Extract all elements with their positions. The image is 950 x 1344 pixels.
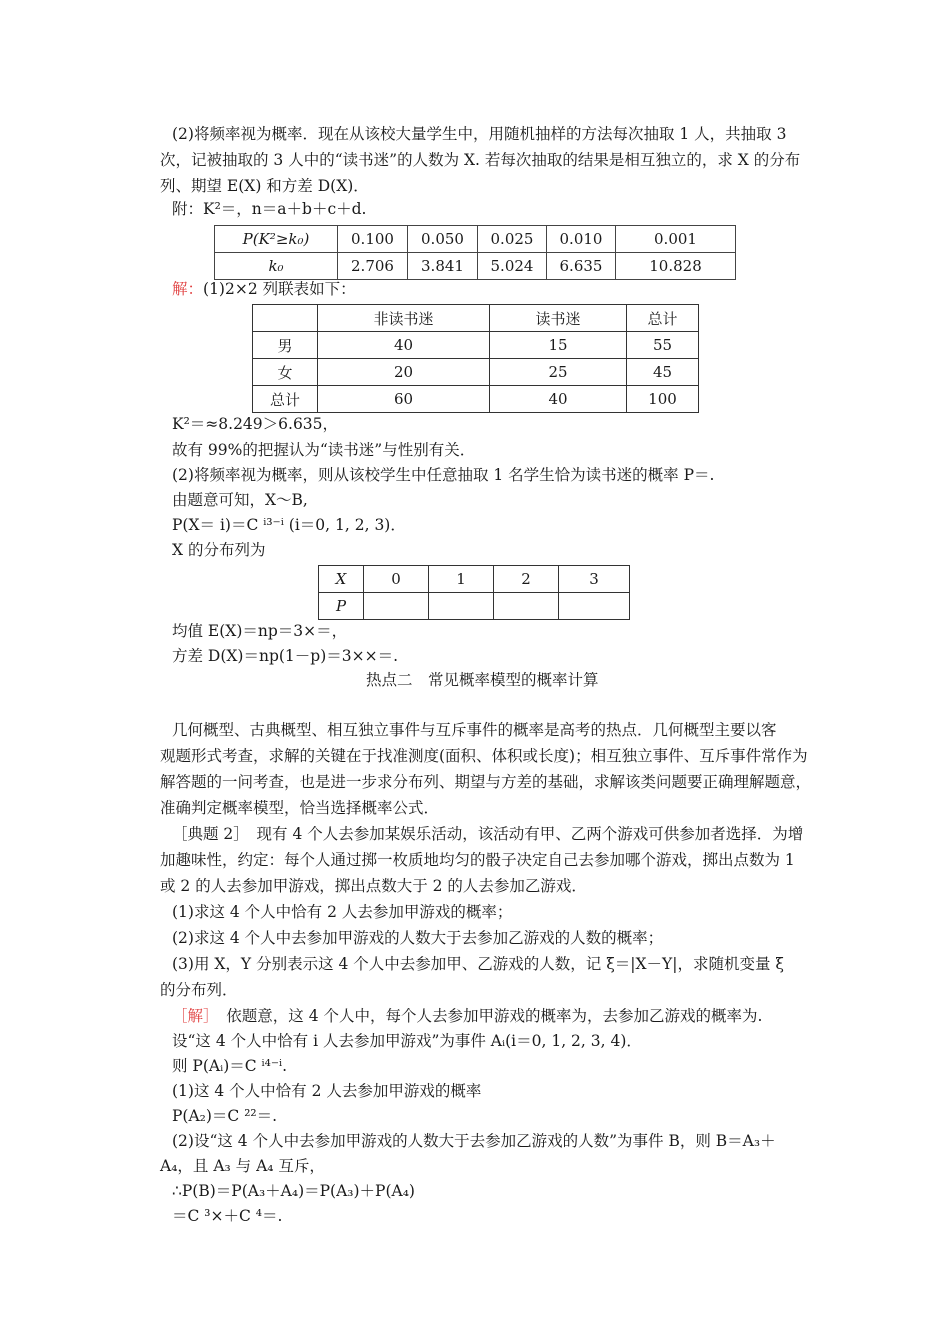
- k2-result: K²＝≈8.249＞6.635，: [172, 415, 339, 433]
- example2-solution-line-5: P(A₂)＝C ²²＝.: [172, 1107, 278, 1125]
- appendix-formula: 附：K²＝，n＝a＋b＋c＋d.: [172, 200, 367, 218]
- problem-line-3: 列、期望 E(X) 和方差 D(X)．: [160, 177, 369, 195]
- table-cell: 45: [627, 359, 699, 386]
- table-cell: 2: [494, 566, 559, 593]
- table-row: [319, 566, 630, 593]
- example2-line-2: 加趣味性，约定：每个人通过掷一枚质地均匀的骰子决定自己去参加哪个游戏，掷出点数为 1: [160, 851, 795, 869]
- row-header: k₀: [215, 253, 338, 280]
- example2-solution-line-8: ∴P(B)＝P(A₃＋A₄)＝P(A₃)＋P(A₄): [172, 1182, 415, 1200]
- table-cell: 55: [627, 332, 699, 359]
- header-cell: 读书迷: [490, 305, 627, 332]
- table-row: [253, 359, 699, 386]
- example2-question-1: (1)求这 4 个人中恰有 2 人去参加甲游戏的概率；: [172, 903, 513, 921]
- solution-header: [172, 279, 356, 299]
- example2-solution-line-9: ＝C ³×＋C ⁴＝.: [172, 1207, 283, 1225]
- solution-intro: (1)2×2 列联表如下：: [203, 280, 356, 298]
- example2-solution-line-4: (1)这 4 个人中恰有 2 人去参加甲游戏的概率: [172, 1082, 482, 1100]
- part2-probability: (2)将频率视为概率，则从该校学生中任意抽取 1 名学生恰为读书迷的概率 P＝.: [172, 466, 715, 484]
- conclusion: 故有 99%的把握认为“读书迷”与性别有关．: [172, 441, 476, 459]
- row-header: P(K²≥k₀): [215, 226, 338, 253]
- table-row: [253, 332, 699, 359]
- table-cell: 20: [318, 359, 490, 386]
- example2-solution-line-3: 则 P(Aᵢ)＝C ⁱ⁴⁻ⁱ.: [172, 1057, 288, 1075]
- distribution-intro: X 的分布列为: [172, 541, 266, 559]
- table-cell: 40: [490, 386, 627, 413]
- binomial-statement: 由题意可知，X～B,: [172, 491, 308, 509]
- example2-question-2: (2)求这 4 个人中去参加甲游戏的人数大于去参加乙游戏的人数的概率；: [172, 929, 664, 947]
- example2-solution-line-2: 设“这 4 个人中恰有 i 人去参加甲游戏”为事件 Aᵢ(i＝0, 1, 2, 3, 4)．: [172, 1032, 642, 1050]
- table-cell: [364, 593, 429, 620]
- table-row: [253, 386, 699, 413]
- table-row: [319, 593, 630, 620]
- intro-line-4: 准确判定概率模型，恰当选择概率公式．: [160, 799, 440, 817]
- solution-label: 解：: [172, 280, 204, 298]
- distribution-table: [318, 565, 630, 620]
- table-cell: 0.025: [478, 226, 547, 253]
- intro-line-2: 观题形式考查，求解的关键在于找准测度(面积、体积或长度)；相互独立事件、互斥事件常作为: [160, 747, 808, 765]
- problem-line-2: 次，记被抽取的 3 人中的“读书迷”的人数为 X. 若每次抽取的结果是相互独立的，求 X 的分布: [160, 151, 801, 169]
- header-cell: 非读书迷: [318, 305, 490, 332]
- section-title: 热点二 常见概率模型的概率计算: [366, 671, 599, 689]
- pmf-formula: P(X＝ i)＝C ⁱ³⁻ⁱ (i＝0, 1, 2, 3)．: [172, 516, 406, 534]
- table-cell: 40: [318, 332, 490, 359]
- table-cell: 0.050: [408, 226, 478, 253]
- critical-value-table: [214, 225, 736, 280]
- table-cell: [559, 593, 630, 620]
- table-row: [215, 226, 736, 253]
- example2-solution-label: ［解］: [172, 1007, 211, 1025]
- table-cell: 6.635: [547, 253, 616, 280]
- table-header-row: [253, 305, 699, 332]
- example2-solution-line-6: (2)设“这 4 个人中去参加甲游戏的人数大于去参加乙游戏的人数”为事件 B，则 B＝A₃＋: [172, 1132, 776, 1150]
- table-cell: 60: [318, 386, 490, 413]
- table-cell: 0.001: [616, 226, 736, 253]
- table-cell: 25: [490, 359, 627, 386]
- table-cell: 女: [253, 359, 318, 386]
- example2-solution-line-7: A₄，且 A₃ 与 A₄ 互斥，: [160, 1157, 325, 1175]
- table-cell: 0.100: [338, 226, 408, 253]
- intro-line-1: 几何概型、古典概型、相互独立事件与互斥事件的概率是高考的热点．几何概型主要以客: [172, 721, 777, 739]
- table-cell: 3.841: [408, 253, 478, 280]
- problem-line-1: (2)将频率视为概率．现在从该校大量学生中，用随机抽样的方法每次抽取 1 人，共抽取 3: [172, 125, 787, 143]
- example2-question-3: (3)用 X，Y 分别表示这 4 个人中去参加甲、乙游戏的人数，记 ξ＝|X－Y|，求随机变量 ξ: [172, 955, 784, 973]
- table-cell: 0: [364, 566, 429, 593]
- example2-question-3-cont: 的分布列．: [160, 981, 238, 999]
- table-cell: [429, 593, 494, 620]
- contingency-table: [252, 304, 699, 413]
- table-cell: 10.828: [616, 253, 736, 280]
- example2-line-3: 或 2 的人去参加甲游戏，掷出点数大于 2 的人去参加乙游戏．: [160, 877, 587, 895]
- table-row: [215, 253, 736, 280]
- table-cell: 0.010: [547, 226, 616, 253]
- table-cell: 2.706: [338, 253, 408, 280]
- table-cell: 男: [253, 332, 318, 359]
- table-cell: 3: [559, 566, 630, 593]
- row-header: P: [319, 593, 364, 620]
- table-cell: 15: [490, 332, 627, 359]
- header-cell: [253, 305, 318, 332]
- variance-line: 方差 D(X)＝np(1－p)＝3××＝.: [172, 647, 399, 665]
- table-cell: 100: [627, 386, 699, 413]
- table-cell: 总计: [253, 386, 318, 413]
- example2-solution-text: 依题意，这 4 个人中，每个人去参加甲游戏的概率为，去参加乙游戏的概率为.: [210, 1007, 763, 1025]
- example2-solution-line-1: [172, 1006, 762, 1026]
- intro-line-3: 解答题的一问考查，也是进一步求分布列、期望与方差的基础，求解该类问题要正确理解题意，: [160, 773, 812, 791]
- table-cell: 5.024: [478, 253, 547, 280]
- table-cell: [494, 593, 559, 620]
- example2-line-1: ［典题 2］ 现有 4 个人去参加某娱乐活动，该活动有甲、乙两个游戏可供参加者选择．为增: [172, 825, 804, 843]
- row-header: X: [319, 566, 364, 593]
- table-cell: 1: [429, 566, 494, 593]
- expectation-line: 均值 E(X)＝np＝3×＝，: [172, 622, 348, 640]
- header-cell: 总计: [627, 305, 699, 332]
